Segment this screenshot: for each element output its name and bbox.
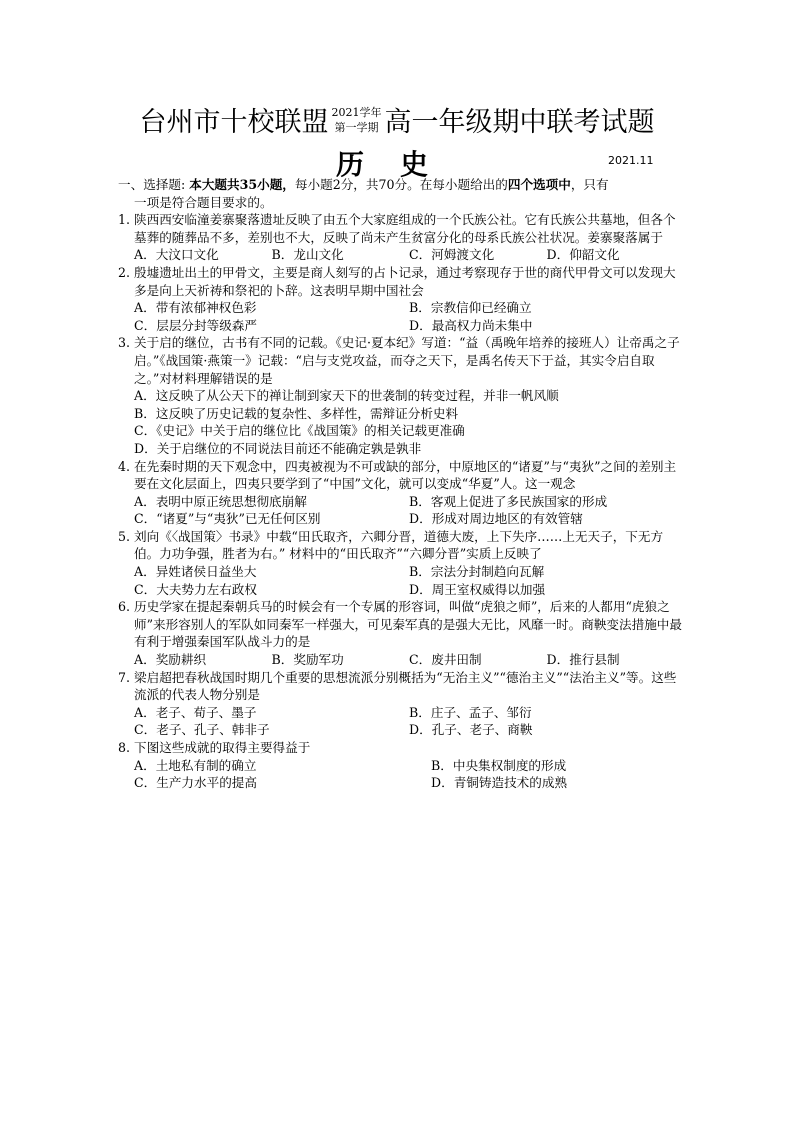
options-4 bbox=[118, 493, 684, 528]
option-b: B．庄子、孟子、邹衍 bbox=[409, 704, 532, 720]
question-5 bbox=[118, 528, 684, 563]
option-b: B．龙山文化 bbox=[271, 247, 344, 263]
option-c: C．“诸夏”与“夷狄”已无任何区别 bbox=[134, 511, 321, 527]
options-5 bbox=[118, 563, 684, 598]
option-c: C．废井田制 bbox=[409, 652, 482, 668]
question-number: 3. bbox=[118, 335, 131, 351]
subject-char-1: 历 bbox=[336, 148, 365, 181]
options-8 bbox=[118, 757, 684, 792]
section-instructions bbox=[118, 176, 684, 211]
option-c: C．河姆渡文化 bbox=[409, 247, 495, 263]
question-stem: 梁启超把春秋战国时期几个重要的思想流派分别概括为“无治主义”“德治主义”“法治主义”等。这些流派的代表人物分别是 bbox=[134, 669, 677, 703]
option-c: C．大夫势力左右政权 bbox=[134, 581, 257, 597]
question-stem: 关于启的继位，古书有不同的记载。《史记·夏本纪》写道：“益（禹晚年培养的接班人）让帝禹之子启。”《战国策·燕策一》记载：“启与支党攻益，而夺之天下，是禹名传天下于益，其实令启自取之。”对材料理解错误的是 bbox=[134, 335, 680, 386]
question-1 bbox=[118, 211, 684, 246]
exam-date: 2021.11 bbox=[608, 154, 654, 167]
option-d: D．推行县制 bbox=[546, 652, 620, 668]
section-score: 每小题2分，共70分。在每小题给出的 bbox=[294, 177, 508, 192]
question-4 bbox=[118, 458, 684, 493]
option-b: B．奖励军功 bbox=[271, 652, 344, 668]
option-a: A．土地私有制的确立 bbox=[134, 757, 257, 773]
question-number: 4. bbox=[118, 458, 131, 474]
option-d: D．仰韶文化 bbox=[546, 247, 620, 263]
question-stem: 殷墟遗址出土的甲骨文，主要是商人刻写的占卜记录，通过考察现存于世的商代甲骨文可以发现大多是向上天祈祷和祭祀的卜辞。这表明早期中国社会 bbox=[134, 264, 676, 298]
option-c: C．老子、孔子、韩非子 bbox=[134, 722, 270, 738]
option-a: A．表明中原正统思想彻底崩解 bbox=[134, 493, 307, 509]
question-content bbox=[118, 176, 684, 792]
question-2 bbox=[118, 264, 684, 299]
subject-char-2: 史 bbox=[400, 148, 429, 181]
options-3 bbox=[118, 387, 684, 457]
section-instructions-cont: 一项是符合题目要求的。 bbox=[134, 194, 273, 210]
option-d: D．形成对周边地区的有效管辖 bbox=[409, 511, 583, 527]
section-only: ，只有 bbox=[570, 177, 609, 192]
section-count: 本大题共35小题， bbox=[189, 177, 295, 192]
question-number: 5. bbox=[118, 528, 131, 544]
question-number: 7. bbox=[118, 669, 131, 685]
option-b: B．这反映了历史记载的复杂性、多样性，需辩证分析史料 bbox=[134, 405, 459, 421]
option-d: D．孔子、老子、商鞅 bbox=[409, 722, 533, 738]
option-d: D．青铜铸造技术的成熟 bbox=[431, 775, 568, 791]
option-b: B．中央集权制度的形成 bbox=[431, 757, 567, 773]
question-3 bbox=[118, 334, 684, 387]
option-b: B．宗法分封制趋向瓦解 bbox=[409, 564, 545, 580]
question-number: 1. bbox=[118, 212, 131, 228]
options-1 bbox=[118, 246, 684, 264]
question-stem: 在先秦时期的天下观念中，四夷被视为不可或缺的部分，中原地区的“诸夏”与“夷狄”之间的差别主要在文化层面上，四夷只要学到了“中国”文化，就可以变成“华夏”人。这一观念 bbox=[134, 458, 677, 492]
option-b: B．宗教信仰已经确立 bbox=[409, 300, 532, 316]
option-c: C．生产力水平的提高 bbox=[134, 775, 257, 791]
title-term bbox=[332, 105, 382, 135]
question-stem: 刘向《〈战国策〉书录》中载“田氏取齐，六卿分晋，道德大废，上下失序……上无天子，下无方伯。力功争强，胜者为右。” 材料中的“田氏取齐”“六卿分晋”实质上反映了 bbox=[134, 528, 664, 562]
question-stem: 下图这些成就的取得主要得益于 bbox=[134, 740, 311, 755]
section-heading: 一、选择题: bbox=[118, 177, 190, 192]
question-stem: 历史学家在提起秦朝兵马的时候会有一个专属的形容词，叫做“虎狼之师”，后来的人都用“虎狼之师”来形容别人的军队如同秦军一样强大，可见秦军真的是强大无比，风靡一时。商鞅变法措施中最有利于增强秦国军队战斗力的是 bbox=[134, 599, 682, 650]
title-school: 台州市十校联盟 bbox=[139, 107, 329, 138]
option-c: C．层层分封等级森严 bbox=[134, 317, 257, 333]
question-number: 6. bbox=[118, 599, 131, 615]
question-stem: 陕西西安临潼姜寨聚落遗址反映了由五个大家庭组成的一个氏族公社。它有氏族公共墓地，但各个墓葬的随葬品不多，差别也不大，反映了尚未产生贫富分化的母系氏族公社状况。姜寨聚落属于 bbox=[134, 212, 676, 245]
title-exam: 高一年级期中联考试题 bbox=[384, 107, 655, 138]
title-semester: 第一学期 bbox=[334, 120, 379, 134]
question-number: 8. bbox=[118, 740, 131, 755]
exam-title bbox=[0, 100, 794, 139]
option-d: D．周王室权威得以加强 bbox=[409, 581, 546, 597]
option-a: A．大汶口文化 bbox=[134, 247, 219, 263]
option-a: A．奖励耕织 bbox=[134, 652, 207, 668]
title-year: 2021学年 bbox=[331, 105, 382, 119]
options-6 bbox=[118, 651, 684, 669]
question-6 bbox=[118, 598, 684, 651]
option-b: B．客观上促进了多民族国家的形成 bbox=[409, 493, 608, 509]
option-c: C．《史记》中关于启的继位比《战国策》的相关记载更准确 bbox=[134, 423, 465, 439]
question-7 bbox=[118, 669, 684, 704]
option-d: D．最高权力尚未集中 bbox=[409, 317, 533, 333]
option-a: A．老子、荀子、墨子 bbox=[134, 704, 257, 720]
option-d: D．关于启继位的不同说法目前还不能确定孰是孰非 bbox=[134, 440, 422, 456]
option-a: A．这反映了从公天下的禅让制到家天下的世袭制的转变过程，并非一帆风顺 bbox=[134, 388, 559, 404]
question-8 bbox=[118, 739, 684, 757]
option-a: A．带有浓郁神权色彩 bbox=[134, 300, 257, 316]
options-2 bbox=[118, 299, 684, 334]
options-7 bbox=[118, 704, 684, 739]
option-a: A．异姓诸侯日益坐大 bbox=[134, 564, 257, 580]
question-number: 2. bbox=[118, 264, 131, 280]
section-four-options: 四个选项中 bbox=[507, 177, 571, 192]
